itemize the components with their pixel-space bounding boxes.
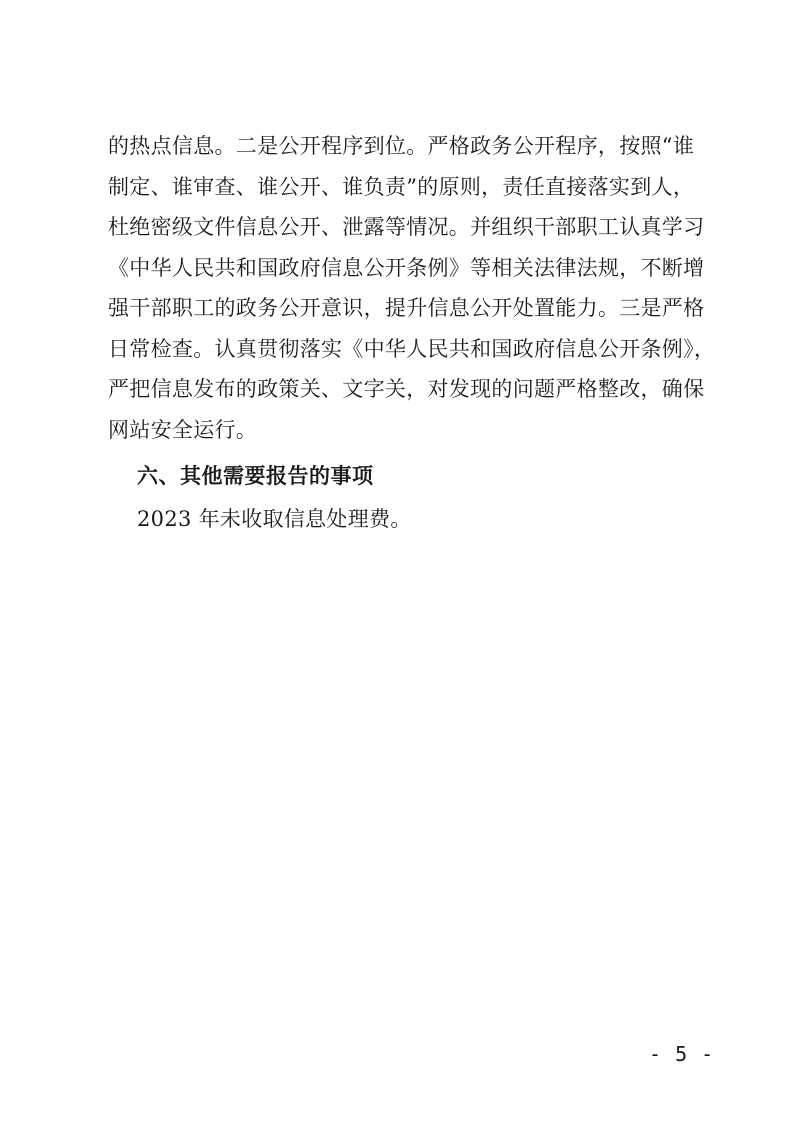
body-paragraph xyxy=(108,126,716,450)
paragraph-line: 的热点信息。二是公开程序到位。严格政务公开程序，按照“谁 xyxy=(108,134,695,158)
paragraph-line: 严把信息发布的政策关、文字关，对发现的问题严格整改，确保 xyxy=(108,377,705,401)
section-heading: 六、其他需要报告的事项 xyxy=(137,464,374,488)
paragraph-line: 《中华人民共和国政府信息公开条例》等相关法律法规，不断增 xyxy=(108,255,705,280)
paragraph-line: 杜绝密级文件信息公开、泄露等情况。并组织干部职工认真学习 xyxy=(108,215,705,239)
paragraph-line: 日常检查。认真贯彻落实《中华人民共和国政府信息公开条例》， xyxy=(108,336,716,361)
section-text: 2023 年未收取信息处理费。 xyxy=(137,507,412,531)
paragraph-line: 制定、谁审查、谁公开、谁负责”的原则，责任直接落实到人， xyxy=(108,174,695,199)
page-number: - 5 - xyxy=(649,1042,715,1066)
paragraph-line: 网站安全运行。 xyxy=(108,417,258,442)
paragraph-line: 强干部职工的政务公开意识，提升信息公开处置能力。三是严格 xyxy=(108,296,705,320)
